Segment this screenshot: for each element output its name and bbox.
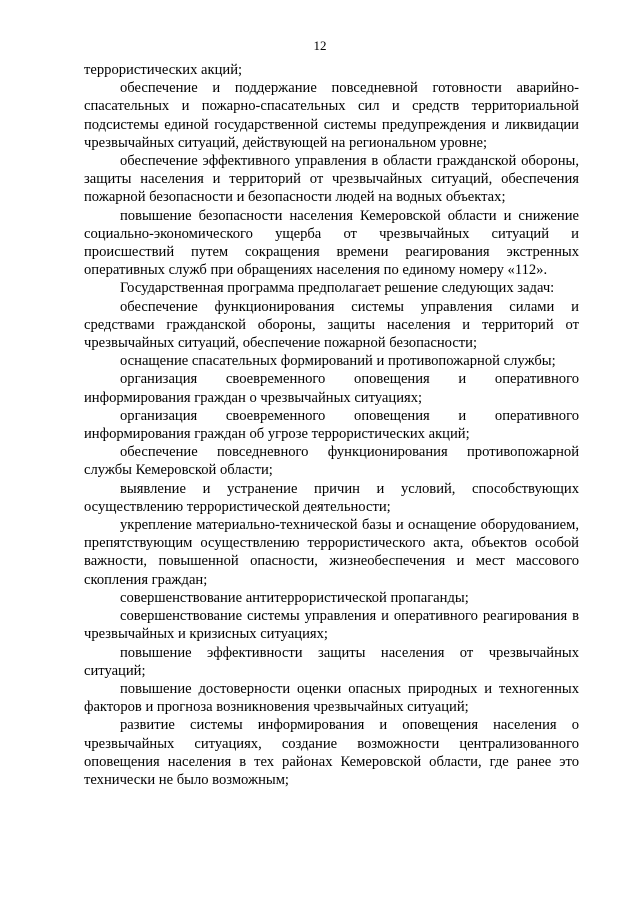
paragraph: совершенствование антитеррористической пропаганды; bbox=[120, 589, 469, 606]
paragraph: обеспечение эффективного управления в области гражданской обороны, защиты населения и территорий от чрезвычайных ситуаций, обеспечения пожарной безопасности и безопасности людей на водных объектах; bbox=[84, 153, 579, 206]
paragraph: организация своевременного оповещения и оперативного информирования граждан о чрезвычайных ситуациях; bbox=[84, 371, 579, 406]
paragraph: повышение достоверности оценки опасных природных и техногенных факторов и прогноза возникновения чрезвычайных ситуаций; bbox=[84, 680, 579, 716]
paragraph: укрепление материально-технической базы и оснащение оборудованием, препятствующим осуществлению террористического акта, объектов особой важности, повышенной опасности, жизнеобеспечения и мест массового скопления граждан; bbox=[84, 517, 579, 588]
paragraph: Государственная программа предполагает решение следующих задач: bbox=[120, 280, 555, 297]
paragraph: организация своевременного оповещения и оперативного информирования граждан об угрозе террористических акций; bbox=[84, 407, 579, 443]
paragraph: террористических акций; bbox=[84, 62, 243, 78]
paragraph: повышение безопасности населения Кемеровской области и снижение социально-экономического ущерба от чрезвычайных ситуаций и происшествий путем сокращения времени реагирования экстренных оперативных служб при обращениях населения по единому номеру «112». bbox=[84, 207, 579, 279]
paragraph: выявление и устранение причин и условий, способствующих осуществлению террористической деятельности; bbox=[84, 480, 579, 515]
paragraph: совершенствование системы управления и оперативного реагирования в чрезвычайных и кризисных ситуациях; bbox=[84, 608, 579, 643]
page-number: 12 bbox=[313, 38, 327, 53]
paragraph: обеспечение и поддержание повседневной готовности аварийно-спасательных и пожарно-спасательных сил и средств территориальной подсистемы единой государственной системы предупреждения и ликвидации чрезвычайных ситуаций, действующей на региональном уровне; bbox=[84, 80, 579, 151]
paragraph: повышение эффективности защиты населения от чрезвычайных ситуаций; bbox=[84, 644, 579, 679]
paragraph: оснащение спасательных формирований и противопожарной службы; bbox=[120, 353, 556, 370]
paragraph: обеспечение функционирования системы управления силами и средствами гражданской обороны, защиты населения и территорий от чрезвычайных ситуаций, обеспечение пожарной безопасности; bbox=[84, 298, 579, 352]
document-body bbox=[84, 61, 579, 789]
paragraph: обеспечение повседневного функционирования противопожарной службы Кемеровской области; bbox=[84, 444, 579, 479]
paragraph: развитие системы информирования и оповещения населения о чрезвычайных ситуациях, создание возможности централизованного оповещения населения в тех районах Кемеровской области, где ранее это технически не было возможным; bbox=[84, 717, 579, 788]
